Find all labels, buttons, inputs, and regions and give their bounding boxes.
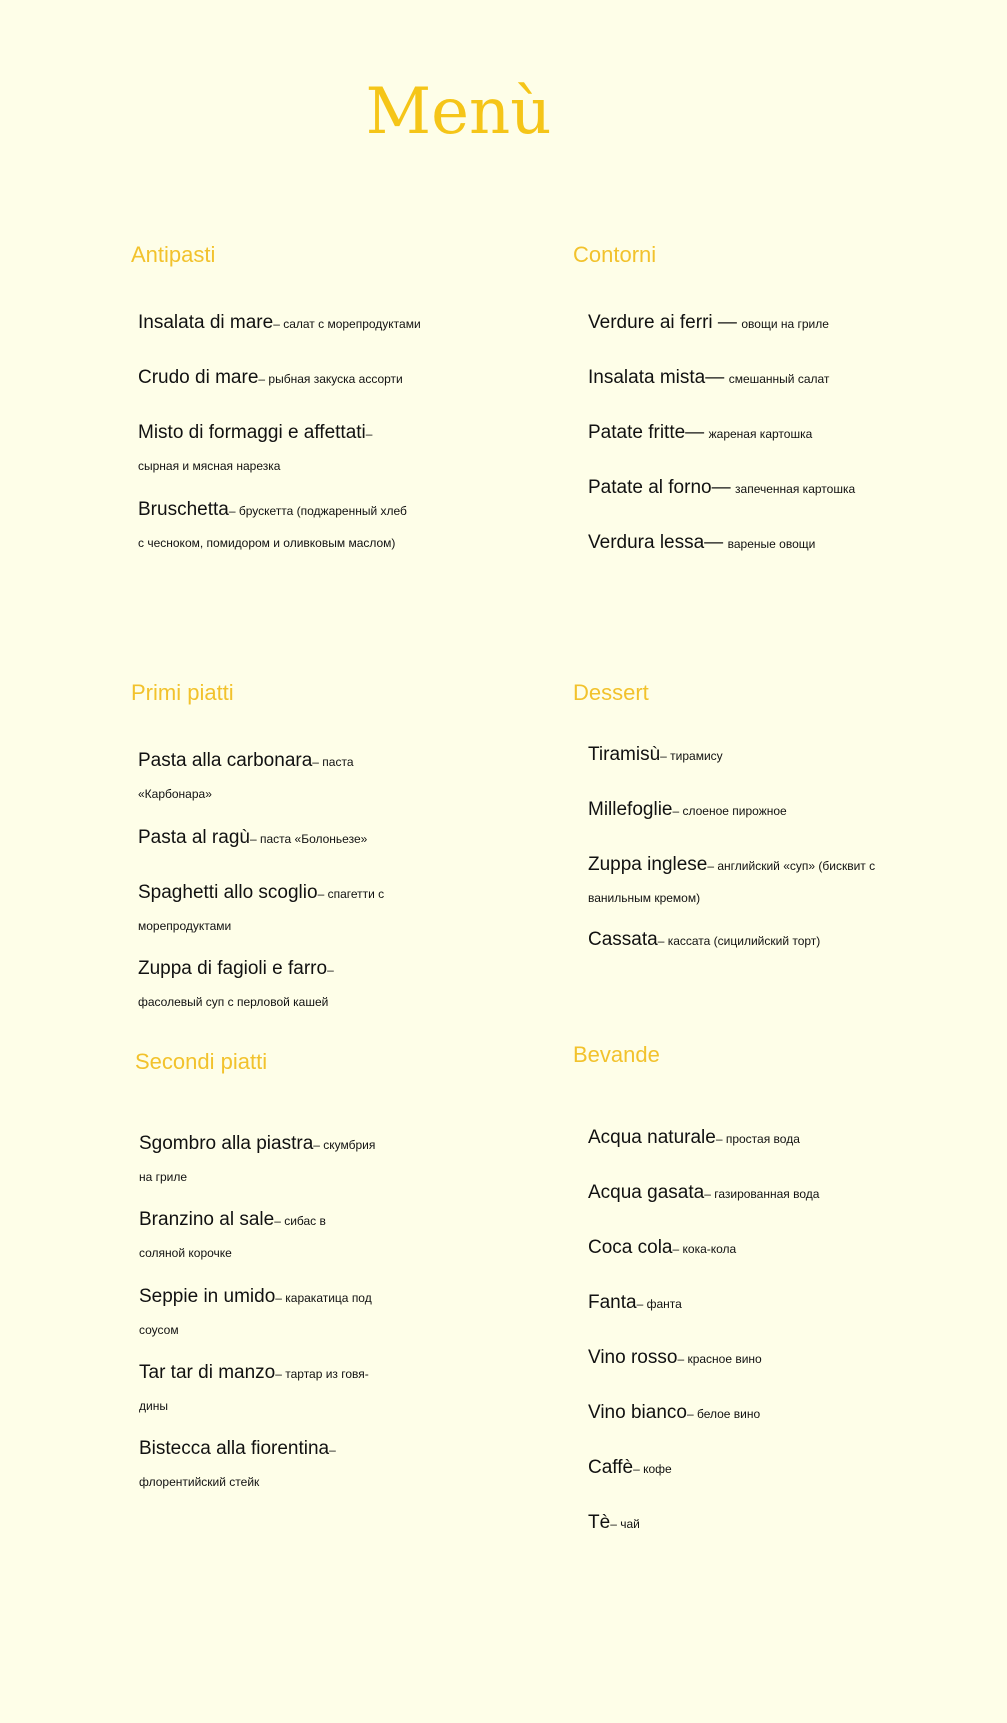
item-translation: – белое вино: [686, 1407, 761, 1421]
item-translation: – паста «Болоньезе»: [249, 832, 368, 846]
item-name: Vino bianco: [588, 1402, 687, 1423]
item-name: Sgombro alla piastra: [139, 1133, 314, 1154]
item-translation: запеченная картошка: [735, 482, 856, 496]
item-translation: – фасолевый суп с перловой кашей: [138, 963, 334, 1010]
item-translation: – сибас в соляной корочке: [139, 1214, 326, 1261]
menu-item: [588, 1175, 908, 1211]
menu-item: [588, 1395, 908, 1431]
item-name: Verdure ai ferri —: [588, 312, 737, 333]
item-translation: – красное вино: [677, 1352, 762, 1366]
item-translation: – скумбрия на гриле: [139, 1138, 376, 1185]
item-name: Bistecca alla fiorentina: [139, 1438, 330, 1459]
item-translation: – кока-кола: [672, 1242, 737, 1256]
menu-item: [139, 1355, 379, 1421]
item-name: Verdura lessa—: [588, 532, 724, 553]
item-name: Misto di formaggi e affettati: [138, 422, 366, 443]
item-translation: – кассата (сицилийский торт): [657, 934, 821, 948]
menu-item: [588, 1230, 908, 1266]
menu-item: [588, 360, 908, 396]
item-name: Acqua gasata: [588, 1182, 705, 1203]
menu-item: [588, 1340, 908, 1376]
item-name: Tar tar di manzo: [139, 1362, 276, 1383]
item-translation: вареные овощи: [727, 537, 816, 551]
menu-item: [138, 743, 378, 809]
item-name: Spaghetti allo scoglio: [138, 882, 318, 903]
item-name: Pasta al ragù: [138, 827, 250, 848]
menu-title: Menù: [365, 75, 552, 149]
item-translation: – газированная вода: [704, 1187, 820, 1201]
menu-item: [588, 1450, 908, 1486]
section-heading-dessert: Dessert: [573, 680, 649, 705]
item-translation: – паста «Карбонара»: [138, 755, 354, 802]
item-translation: жареная картошка: [708, 427, 813, 441]
menu-item: [588, 1120, 908, 1156]
menu-item: [138, 492, 413, 558]
menu-item: [138, 875, 398, 941]
menu-item: [588, 737, 908, 773]
item-name: Tè: [588, 1512, 611, 1533]
item-name: Pasta alla carbonara: [138, 750, 313, 771]
menu-item: [138, 305, 438, 341]
menu-item: [138, 415, 388, 481]
item-translation: – английский «суп» (бисквит с ванильным кремом): [588, 859, 876, 906]
section-heading-primi: Primi piatti: [131, 680, 234, 705]
item-translation: – рыбная закуска ассорти: [258, 372, 403, 386]
menu-item: [588, 792, 908, 828]
menu-item: [139, 1431, 379, 1497]
item-translation: – флорентийский стейк: [139, 1443, 336, 1490]
section-heading-contorni: Contorni: [573, 242, 657, 267]
item-translation: смешанный салат: [728, 372, 830, 386]
menu-item: [138, 360, 438, 396]
item-name: Millefoglie: [588, 799, 673, 820]
item-name: Tiramisù: [588, 744, 661, 765]
menu-item: [139, 1279, 379, 1345]
menu-item: [139, 1202, 369, 1268]
item-name: Crudo di mare: [138, 367, 259, 388]
item-translation: – тартар из говя-дины: [139, 1367, 369, 1414]
item-translation: – спагетти с морепродуктами: [138, 887, 385, 934]
item-name: Seppie in umido: [139, 1286, 276, 1307]
menu-item: [588, 847, 878, 913]
menu-item: [588, 1285, 908, 1321]
item-translation: – кофе: [633, 1462, 672, 1476]
item-translation: – простая вода: [715, 1132, 800, 1146]
menu-item: [588, 305, 908, 341]
item-name: Vino rosso: [588, 1347, 678, 1368]
item-translation: – брускетта (поджаренный хлеб с чесноком, помидором и оливковым маслом): [138, 504, 407, 551]
item-name: Branzino al sale: [139, 1209, 275, 1230]
item-translation: – тирамису: [660, 749, 723, 763]
item-name: Acqua naturale: [588, 1127, 716, 1148]
item-name: Insalata di mare: [138, 312, 274, 333]
item-name: Caffè: [588, 1457, 634, 1478]
menu-item: [139, 1126, 379, 1192]
menu-item: [138, 820, 438, 856]
item-name: Coca cola: [588, 1237, 673, 1258]
item-translation: – фанта: [636, 1297, 682, 1311]
menu-item: [588, 470, 908, 506]
item-translation: – чай: [610, 1517, 640, 1531]
section-heading-secondi: Secondi piatti: [135, 1049, 268, 1074]
menu-item: [138, 951, 368, 1017]
item-name: Zuppa di fagioli e farro: [138, 958, 328, 979]
menu-item: [588, 415, 908, 451]
item-translation: – салат с морепродуктами: [273, 317, 421, 331]
menu-item: [588, 922, 908, 958]
item-name: Bruschetta: [138, 499, 229, 520]
item-name: Patate al forno—: [588, 477, 731, 498]
menu-item: [588, 525, 908, 561]
item-name: Zuppa inglese: [588, 854, 708, 875]
item-translation: – сырная и мясная нарезка: [138, 427, 373, 474]
item-translation: – слоеное пирожное: [672, 804, 787, 818]
section-heading-bevande: Bevande: [573, 1042, 660, 1067]
item-name: Fanta: [588, 1292, 637, 1313]
item-name: Insalata mista—: [588, 367, 725, 388]
menu-item: [588, 1505, 908, 1541]
section-heading-antipasti: Antipasti: [131, 242, 216, 267]
item-name: Patate fritte—: [588, 422, 705, 443]
item-translation: – каракатица под соусом: [139, 1291, 372, 1338]
item-translation: овощи на гриле: [741, 317, 829, 331]
item-name: Cassata: [588, 929, 658, 950]
